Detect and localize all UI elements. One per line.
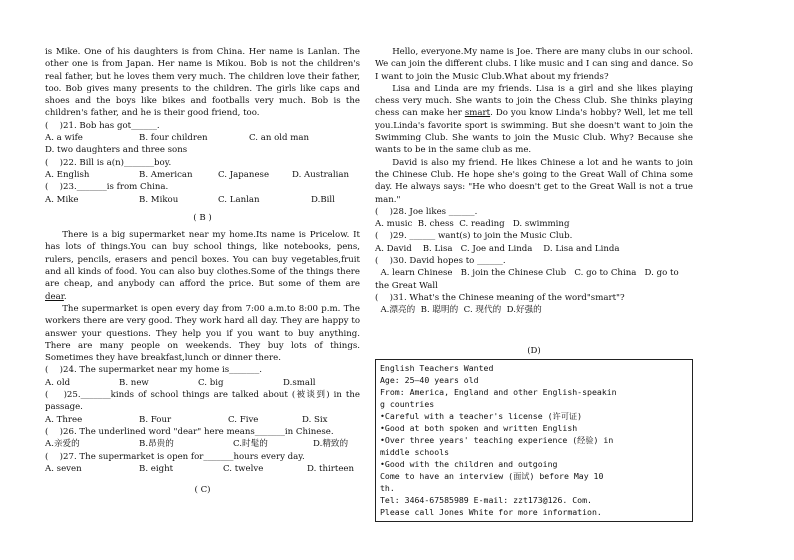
option-25-c: C. Five	[228, 414, 259, 425]
passage-b-paragraph-1	[45, 229, 360, 303]
ad-from-cont: g countries	[380, 398, 435, 409]
question-24-options	[45, 377, 360, 389]
question-26-options	[45, 438, 360, 450]
section-b-heading: ( B )	[193, 212, 212, 223]
question-24: ( )24. The supermarket near my home is_______.	[45, 365, 262, 376]
option-23-a: A. Mike	[45, 194, 79, 205]
left-column	[45, 46, 360, 501]
option-26-c: C.时髦的	[233, 439, 268, 450]
option-21-c: C. an old man	[249, 133, 310, 144]
option-22-b: B. American	[139, 169, 193, 180]
option-24-c: C. big	[198, 377, 224, 388]
question-25: ( )25._______kinds of school things are talked about (被谈到) in the passage.	[45, 390, 360, 413]
question-28: ( )28. Joe likes ______.	[375, 206, 478, 217]
question-23-options	[45, 194, 360, 206]
question-30-options: A. learn Chinese B. join the Chinese Club C. go to China D. go to	[375, 268, 679, 279]
option-22-c: C. Japanese	[218, 169, 270, 180]
ad-req-license: •Careful with a teacher's license (许可证)	[380, 410, 583, 421]
underlined-word-smart: smart	[464, 108, 491, 119]
option-25-b: B. Four	[139, 414, 172, 425]
question-21-options	[45, 132, 360, 144]
question-23: ( )23._______is from China.	[45, 182, 169, 193]
option-24-d: D.small	[283, 377, 316, 388]
section-d-heading: (D)	[527, 345, 541, 356]
question-25-options	[45, 414, 360, 426]
section-c-heading: ( C)	[194, 485, 211, 496]
question-30: ( )30. David hopes to ______.	[375, 256, 506, 267]
passage-c-text-a: Lisa and Linda are my friends. Lisa is a girl and she likes playing chess very much. She wants to join the Chess Club. She thinks playing chess can make her	[375, 83, 693, 119]
question-26: ( )26. The underlined word "dear" here means_______in Chinese.	[45, 426, 334, 437]
ad-title: English Teachers Wanted	[380, 362, 494, 373]
option-23-b: B. Mikou	[139, 194, 179, 205]
ad-interview-cont: th.	[380, 482, 395, 493]
question-31-options: A.漂亮的 B. 聪明的 C. 现代的 D.好强的	[375, 305, 542, 316]
option-23-c: C. Lanlan	[218, 194, 260, 205]
option-23-d: D.Bill	[311, 194, 335, 205]
ad-req-english: •Good at both spoken and written English	[380, 422, 578, 433]
option-26-d: D.精致的	[313, 439, 349, 450]
passage-b-paragraph-2: The supermarket is open every day from 7:00 a.m.to 8:00 p.m. The workers there are very good. They work hard all day. They are happy to answer your questions. They help you if you want to buy anything. There are many people on weekends. They buy lots of things. Sometimes they have breakfast,lunch or dinner there.	[45, 303, 360, 364]
passage-a-end: is Mike. One of his daughters is from China. Her name is Lanlan. The other one is from Japan. Her name is Mikou. Bob is not the children's real father, but he loves them very much. The children love their father, too. Bob gives many presents to the children. The girls like caps and shoes and the boys like bikes and footballs very much. Bob is the children's father, and he is their good friend, too.	[45, 47, 360, 119]
question-27-options	[45, 463, 360, 475]
right-column	[375, 46, 693, 522]
question-22: ( )22. Bill is a(n)_______boy.	[45, 157, 172, 168]
option-27-b: B. eight	[139, 463, 174, 474]
option-27-a: A. seven	[45, 463, 82, 474]
option-25-a: A. Three	[45, 414, 83, 425]
option-27-c: C. twelve	[223, 463, 264, 474]
ad-contact: Tel: 3464-67585989 E-mail: zzt173@126. Com.	[380, 494, 592, 505]
teacher-ad-box	[375, 359, 693, 522]
option-26-a: A.亲爱的	[45, 439, 80, 450]
ad-req-children: •Good with the children and outgoing	[380, 458, 558, 469]
ad-age: Age: 25—40 years old	[380, 374, 479, 385]
passage-c-paragraph-2	[375, 83, 693, 157]
passage-c-text-b: . Do you know Linda's hobby? Well, let me tell you.Linda's favorite sport is swimming. But she doesn't want to join the Swimming Club. She wants to join the Music Club. Why? Because she wants to be in the same club as me.	[375, 108, 693, 156]
question-28-options: A. music B. chess C. reading D. swimming	[375, 219, 570, 230]
passage-b-period: .	[63, 291, 67, 302]
option-21-d: D. two daughters and three sons	[45, 145, 188, 156]
question-31: ( )31. What's the Chinese meaning of the word"smart"?	[375, 292, 625, 303]
passage-c-paragraph-3: David is also my friend. He likes Chinese a lot and he wants to join the Chinese Club. He hope she's going to the Great Wall of China some day. He always says: "He who doesn't get to the Great Wall is not a true man."	[375, 157, 693, 205]
ad-from: From: America, England and other English-speakin	[380, 386, 617, 397]
ad-req-experience: •Over three years' teaching experience (经验) in	[380, 434, 614, 445]
question-30-options-cont: the Great Wall	[375, 280, 438, 291]
option-21-b: B. four children	[139, 133, 208, 144]
option-26-b: B.昂贵的	[139, 439, 174, 450]
passage-b-text: There is a big supermarket near my home.Its name is Pricelow. It has lots of things.You can buy school things, like notebooks, pens, rulers, pencils, erasers and pencil boxes. You can buy vegetables,fruit and all kinds of food. You can also buy clothes.Some of the things there are cheap, and anybody can afford the price. But some of them are	[45, 230, 360, 290]
ad-interview: Come to have an interview (面试) before May 10	[380, 470, 604, 481]
underlined-word-dear: dear	[45, 291, 64, 302]
ad-req-experience-cont: middle schools	[380, 446, 450, 457]
option-22-d: D. Australian	[292, 169, 350, 180]
passage-c-paragraph-1: Hello, everyone.My name is Joe. There are many clubs in our school. We can join the different clubs. I like music and I can sing and dance. So I want to join the Music Club.What about my friends?	[375, 47, 693, 82]
question-22-options	[45, 169, 360, 181]
option-25-d: D. Six	[302, 414, 328, 425]
ad-call: Please call Jones White for more information.	[380, 506, 602, 517]
option-24-b: B. new	[119, 377, 149, 388]
question-29-options: A. David B. Lisa C. Joe and Linda D. Lisa and Linda	[375, 243, 620, 254]
option-21-a: A. a wife	[45, 133, 83, 144]
question-29: ( )29. ______ want(s) to join the Music Club.	[375, 231, 573, 242]
question-27: ( )27. The supermarket is open for_______hours every day.	[45, 451, 305, 462]
option-22-a: A. English	[45, 169, 90, 180]
question-21: ( )21. Bob has got______.	[45, 120, 160, 131]
option-24-a: A. old	[45, 377, 71, 388]
option-27-d: D. thirteen	[307, 463, 355, 474]
